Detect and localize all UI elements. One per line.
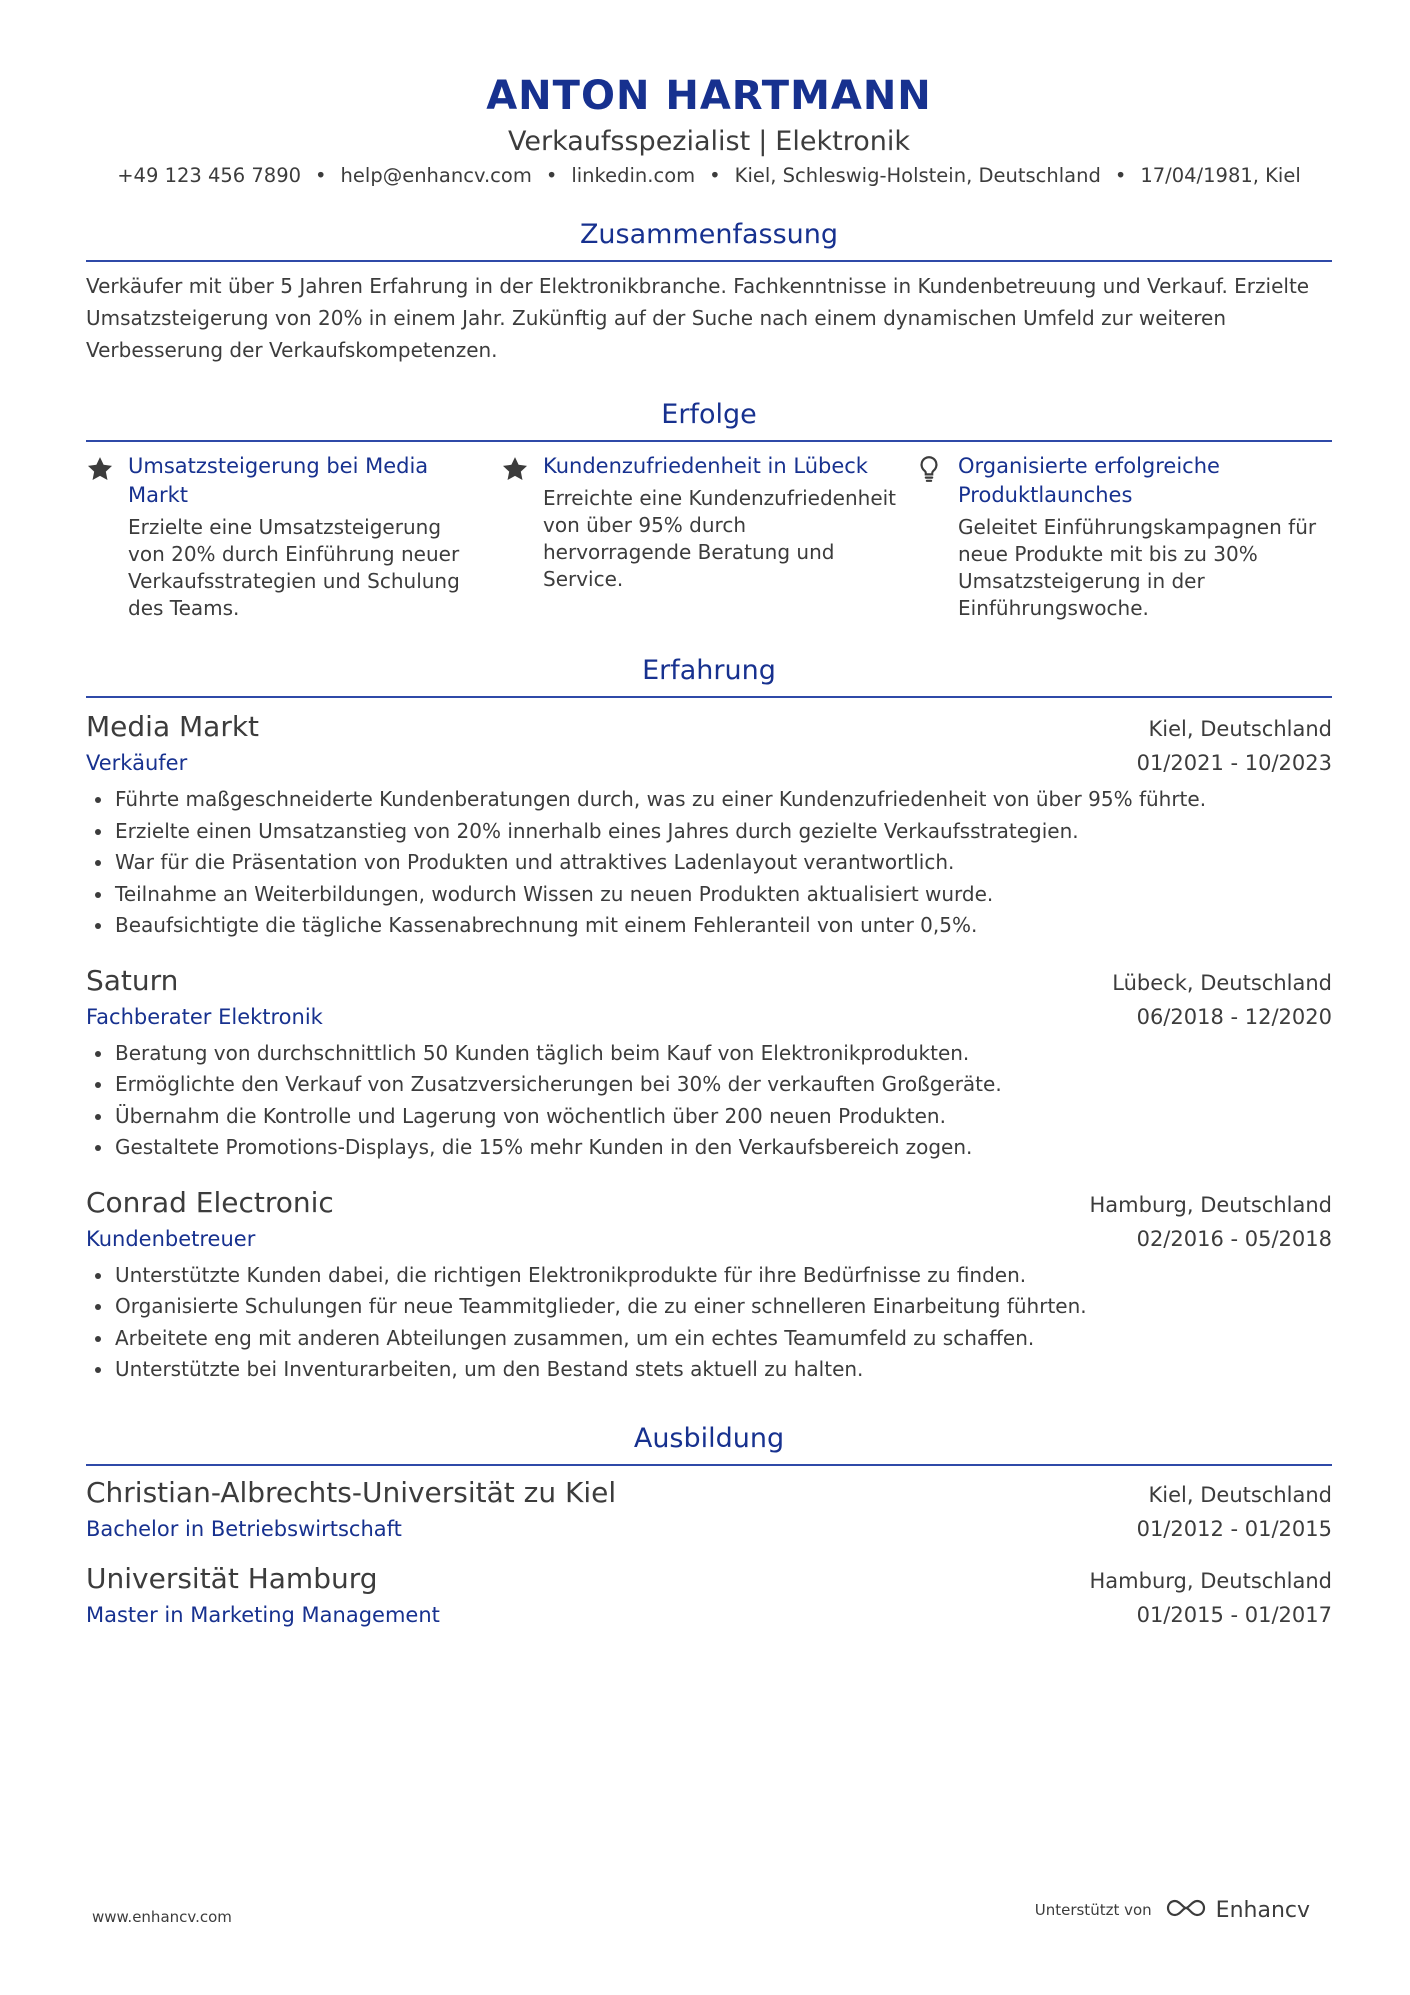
contact-line xyxy=(86,162,1332,190)
summary-heading: Zusammenfassung xyxy=(86,216,1332,262)
education-entry xyxy=(86,1474,1332,1546)
education-dates: 01/2015 - 01/2017 xyxy=(1136,1602,1332,1627)
education-degree: Master in Marketing Management xyxy=(86,1602,440,1627)
job-company: Media Markt xyxy=(86,710,260,743)
list-item: Übernahm die Kontrolle und Lagerung von wöchentlich über 200 neuen Produkten. xyxy=(86,1101,1332,1133)
achievement-title: Umsatzsteigerung bei Media Markt xyxy=(128,454,429,507)
candidate-name: ANTON HARTMANN xyxy=(486,73,932,119)
job-company: Saturn xyxy=(86,963,179,997)
title-separator: | xyxy=(758,126,768,157)
achievement-description: Geleitet Einführungskampagnen für neue Produkte mit bis zu 30% Umsatzsteigerung in der Einführungswoche. xyxy=(958,515,1317,620)
title-part-2: Elektronik xyxy=(775,126,910,157)
job-role: Fachberater Elektronik xyxy=(86,1004,323,1029)
list-item: Führte maßgeschneiderte Kundenberatungen durch, was zu einer Kundenzufriedenheit von über 95% führte. xyxy=(86,784,1332,816)
education-school: Universität Hamburg xyxy=(86,1561,378,1595)
list-item: Erzielte einen Umsatzanstieg von 20% innerhalb eines Jahres durch gezielte Verkaufsstrategien. xyxy=(86,816,1332,848)
achievement-item xyxy=(916,452,1332,622)
achievements-heading: Erfolge xyxy=(86,396,1332,442)
achievement-title: Organisierte erfolgreiche Produktlaunches xyxy=(958,454,1220,507)
job-company: Conrad Electronic xyxy=(86,1185,334,1219)
job-entry xyxy=(86,962,1332,1164)
list-item: Ermöglichte den Verkauf von Zusatzversicherungen bei 30% der verkauften Großgeräte. xyxy=(86,1069,1332,1101)
contact-location: Kiel, Schleswig-Holstein, Deutschland xyxy=(734,164,1101,187)
list-item: Organisierte Schulungen für neue Teammitglieder, die zu einer schnelleren Einarbeitung führten. xyxy=(86,1291,1332,1323)
job-dates: 06/2018 - 12/2020 xyxy=(1136,1004,1332,1029)
job-location: Lübeck, Deutschland xyxy=(1112,970,1332,995)
list-item: Gestaltete Promotions-Displays, die 15% mehr Kunden in den Verkaufsbereich zogen. xyxy=(86,1132,1332,1164)
job-bullets xyxy=(86,784,1332,942)
summary-text: Verkäufer mit über 5 Jahren Erfahrung in der Elektronikbranche. Fachkenntnisse in Kundenbetreuung und Verkauf. Erzielte Umsatzsteigerung von 20% in einem Jahr. Zukünftig auf der Suche nach einem dynamischen Umfeld zur weiteren Verbesserung der Verkaufskompetenzen. xyxy=(86,274,1310,362)
list-item: Unterstützte Kunden dabei, die richtigen Elektronikprodukte für ihre Bedürfnisse zu finden. xyxy=(86,1260,1332,1292)
candidate-title xyxy=(86,124,1332,160)
job-dates: 01/2021 - 10/2023 xyxy=(1136,751,1332,775)
contact-separator: • xyxy=(709,164,721,187)
list-item: Teilnahme an Weiterbildungen, wodurch Wissen zu neuen Produkten aktualisiert wurde. xyxy=(86,879,1332,911)
list-item: Unterstützte bei Inventurarbeiten, um den Bestand stets aktuell zu halten. xyxy=(86,1354,1332,1386)
achievement-description: Erzielte eine Umsatzsteigerung von 20% durch Einführung neuer Verkaufsstrategien und Schulung des Teams. xyxy=(128,515,460,620)
experience-heading: Erfahrung xyxy=(86,652,1332,698)
list-item: Beaufsichtigte die tägliche Kassenabrechnung mit einem Fehleranteil von unter 0,5%. xyxy=(86,910,1332,942)
achievements-section xyxy=(86,396,1332,622)
contact-email[interactable]: help@enhancv.com xyxy=(340,164,532,187)
job-role: Kundenbetreuer xyxy=(86,1226,256,1251)
education-school: Christian-Albrechts-Universität zu Kiel xyxy=(86,1475,617,1509)
footer-brand[interactable]: Enhancv xyxy=(1215,1897,1310,1923)
footer-powered-by: Unterstützt von xyxy=(1034,1901,1152,1919)
experience-section xyxy=(86,652,1332,1386)
list-item: Beratung von durchschnittlich 50 Kunden täglich beim Kauf von Elektronikprodukten. xyxy=(86,1038,1332,1070)
education-section xyxy=(86,1420,1332,1632)
job-entry xyxy=(86,708,1332,942)
achievement-description: Erreichte eine Kundenzufriedenheit von über 95% durch hervorragende Beratung und Service. xyxy=(543,486,897,591)
job-location: Kiel, Deutschland xyxy=(1148,717,1332,741)
contact-separator: • xyxy=(545,164,558,187)
education-location: Hamburg, Deutschland xyxy=(1089,1568,1332,1593)
lightbulb-icon xyxy=(916,452,958,622)
job-dates: 02/2016 - 05/2018 xyxy=(1136,1226,1332,1251)
job-role: Verkäufer xyxy=(86,751,188,775)
title-part-1: Verkaufsspezialist xyxy=(508,126,751,157)
education-entry xyxy=(86,1560,1332,1632)
education-location: Kiel, Deutschland xyxy=(1148,1482,1332,1507)
contact-separator: • xyxy=(315,164,327,187)
achievement-item xyxy=(86,452,501,622)
list-item: Arbeitete eng mit anderen Abteilungen zusammen, um ein echtes Teamumfeld zu schaffen. xyxy=(86,1323,1332,1355)
footer-website[interactable]: www.enhancv.com xyxy=(92,1908,232,1926)
list-item: War für die Präsentation von Produkten und attraktives Ladenlayout verantwortlich. xyxy=(86,847,1332,879)
summary-section xyxy=(86,216,1332,366)
education-degree: Bachelor in Betriebswirtschaft xyxy=(86,1516,402,1541)
education-dates: 01/2012 - 01/2015 xyxy=(1136,1516,1332,1541)
job-bullets xyxy=(86,1038,1332,1164)
contact-separator: • xyxy=(1114,164,1127,187)
education-heading: Ausbildung xyxy=(86,1420,1332,1466)
achievements-list xyxy=(86,452,1332,622)
resume-header xyxy=(86,70,1332,190)
job-location: Hamburg, Deutschland xyxy=(1089,1192,1332,1217)
footer-branding xyxy=(1035,1896,1310,1924)
star-icon xyxy=(501,452,543,622)
star-icon xyxy=(86,452,128,622)
contact-birth: 17/04/1981, Kiel xyxy=(1140,164,1301,187)
contact-linkedin[interactable]: linkedin.com xyxy=(571,164,696,187)
job-entry xyxy=(86,1184,1332,1386)
resume-page xyxy=(86,70,1332,1632)
achievement-item xyxy=(501,452,916,622)
achievement-title: Kundenzufriedenheit in Lübeck xyxy=(543,454,868,478)
job-bullets xyxy=(86,1260,1332,1386)
contact-phone[interactable]: +49 123 456 7890 xyxy=(117,164,302,187)
enhancv-logo-icon xyxy=(1164,1896,1208,1924)
